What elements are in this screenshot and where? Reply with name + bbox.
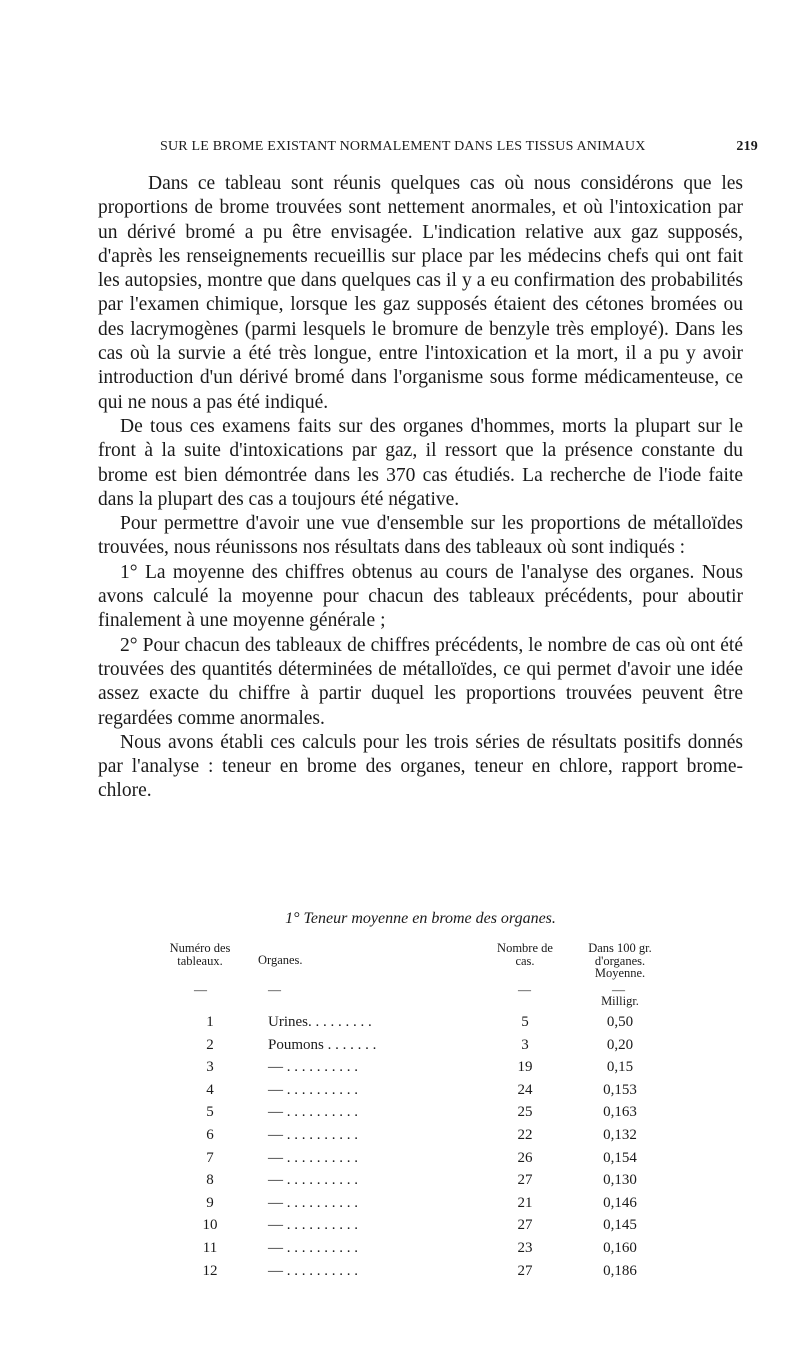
- row-organ: — . . . . . . . . . .: [268, 1126, 358, 1143]
- row-number: 5: [206, 1104, 214, 1121]
- row-number: 1: [206, 1014, 214, 1030]
- row-number: 7: [206, 1149, 214, 1166]
- row-number: 8: [206, 1172, 214, 1189]
- table-row: [150, 1082, 710, 1105]
- row-average: 0,163: [603, 1104, 637, 1121]
- row-cases: 5: [521, 1014, 529, 1030]
- table-row: [150, 1217, 710, 1240]
- row-number: 2: [206, 1036, 214, 1053]
- paragraph: De tous ces examens faits sur des organes d'hommes, morts la plupart sur le front à la suite d'intoxications par gaz, il ressort que la présence constante du brome est bien démontrée dans les 370 cas étudiés. La recherche de l'iode faite dans la plupart des cas a toujours été négative.: [98, 415, 743, 510]
- paragraph: 2° Pour chacun des tableaux de chiffres précédents, le nombre de cas où ont été trouvées des quantités déterminées de métalloïdes, ce qui permet d'avoir une idée assez exacte du chiffre à partir duquel les proportions trouvées peuvent être regardées comme anormales.: [98, 634, 743, 729]
- running-title: SUR LE BROME EXISTANT NORMALEMENT DANS LES TISSUS ANIMAUX: [160, 139, 646, 154]
- row-cases: 27: [517, 1172, 533, 1189]
- table-row: [150, 1059, 710, 1082]
- row-organ: — . . . . . . . . . .: [268, 1081, 358, 1098]
- row-average: 0,20: [606, 1036, 634, 1053]
- header-dash: —: [268, 982, 281, 997]
- header-moyenne: Dans 100 gr. d'organes. Moyenne.: [588, 941, 652, 980]
- row-cases: 27: [517, 1217, 533, 1234]
- row-average: 0,160: [603, 1239, 637, 1256]
- row-cases: 22: [517, 1126, 533, 1143]
- row-organ: — . . . . . . . . . .: [268, 1194, 358, 1211]
- table-row: [150, 1104, 710, 1127]
- header-nombre: Nombre de cas.: [497, 941, 553, 968]
- row-organ: — . . . . . . . . . .: [268, 1172, 358, 1189]
- row-cases: 27: [517, 1262, 533, 1279]
- row-number: 6: [206, 1126, 214, 1143]
- paragraph: Dans ce tableau sont réunis quelques cas où nous considérons que les proportions de brome trouvées sont nettement anormales, et où l'intoxication par un dérivé bromé a pu être envisagée. L'indication relative aux gaz supposés, d'après les renseignements recueillis sur place par les médecins chefs qui ont fait les autopsies, montre que dans quelques cas il y a eu confirmation des probabilités par l'examen chimique, lorsque les gaz supposés étaient des cétones bromées ou des lacrymogènes (parmi lesquels le bromure de benzyle très employé). Dans les cas où la survie a été très longue, entre l'intoxication et la mort, il a pu y avoir introduction d'un dérivé bromé dans l'organisme sous forme médicamenteuse, ce qui ne nous a pas été indiqué.: [98, 173, 743, 413]
- unit-label: Milligr.: [601, 994, 639, 1008]
- table-row: [150, 1014, 710, 1037]
- row-average: 0,146: [603, 1194, 637, 1211]
- header-dash: —: [612, 982, 625, 997]
- row-cases: 25: [517, 1104, 533, 1121]
- row-average: 0,145: [603, 1217, 637, 1234]
- header-dash: —: [518, 982, 531, 997]
- row-average: 0,154: [603, 1149, 637, 1166]
- row-average: 0,50: [606, 1014, 634, 1030]
- row-cases: 3: [521, 1036, 529, 1053]
- table-row: [150, 1150, 710, 1173]
- page-number: 219: [736, 139, 758, 154]
- header-numero: Numéro des tableaux.: [169, 941, 231, 968]
- row-organ: Poumons . . . . . . .: [268, 1036, 377, 1053]
- table-body: [150, 1014, 710, 1285]
- row-number: 9: [206, 1194, 214, 1211]
- table-row: [150, 1037, 710, 1060]
- row-cases: 23: [517, 1239, 533, 1256]
- row-organ: Urines. . . . . . . . .: [268, 1014, 372, 1030]
- row-number: 11: [202, 1239, 218, 1256]
- table-row: [150, 1172, 710, 1195]
- row-organ: — . . . . . . . . . .: [268, 1262, 358, 1279]
- table-row: [150, 1127, 710, 1150]
- body-text: [98, 172, 743, 804]
- row-cases: 21: [517, 1194, 533, 1211]
- table-caption: 1° Teneur moyenne en brome des organes.: [285, 910, 556, 927]
- paragraph: Pour permettre d'avoir une vue d'ensemble sur les proportions de métalloïdes trouvées, nous réunissons nos résultats dans des tableaux où sont indiqués :: [98, 513, 743, 559]
- row-number: 10: [202, 1217, 218, 1234]
- header-dash: —: [194, 982, 207, 997]
- table-row: [150, 1263, 710, 1286]
- row-average: 0,132: [603, 1126, 637, 1143]
- row-cases: 24: [517, 1081, 533, 1098]
- row-organ: — . . . . . . . . . .: [268, 1104, 358, 1121]
- row-number: 4: [206, 1081, 214, 1098]
- row-number: 12: [202, 1262, 218, 1279]
- table-row: [150, 1240, 710, 1263]
- paragraph: Nous avons établi ces calculs pour les trois séries de résultats positifs donnés par l'analyse : teneur en brome des organes, teneur en chlore, rapport brome-chlore.: [98, 731, 743, 802]
- row-average: 0,186: [603, 1262, 637, 1279]
- row-organ: — . . . . . . . . . .: [268, 1149, 358, 1166]
- row-cases: 26: [517, 1149, 533, 1166]
- row-organ: — . . . . . . . . . .: [268, 1217, 358, 1234]
- row-average: 0,153: [603, 1081, 637, 1098]
- header-organes: Organes.: [258, 953, 303, 967]
- row-number: 3: [206, 1059, 214, 1076]
- paragraph: 1° La moyenne des chiffres obtenus au cours de l'analyse des organes. Nous avons calculé la moyenne pour chacun des tableaux précédents, pour aboutir finalement à une moyenne générale ;: [98, 561, 743, 632]
- row-cases: 19: [517, 1059, 533, 1076]
- row-organ: — . . . . . . . . . .: [268, 1239, 358, 1256]
- row-organ: — . . . . . . . . . .: [268, 1059, 358, 1076]
- table-row: [150, 1195, 710, 1218]
- row-average: 0,130: [603, 1172, 637, 1189]
- row-average: 0,15: [606, 1059, 634, 1076]
